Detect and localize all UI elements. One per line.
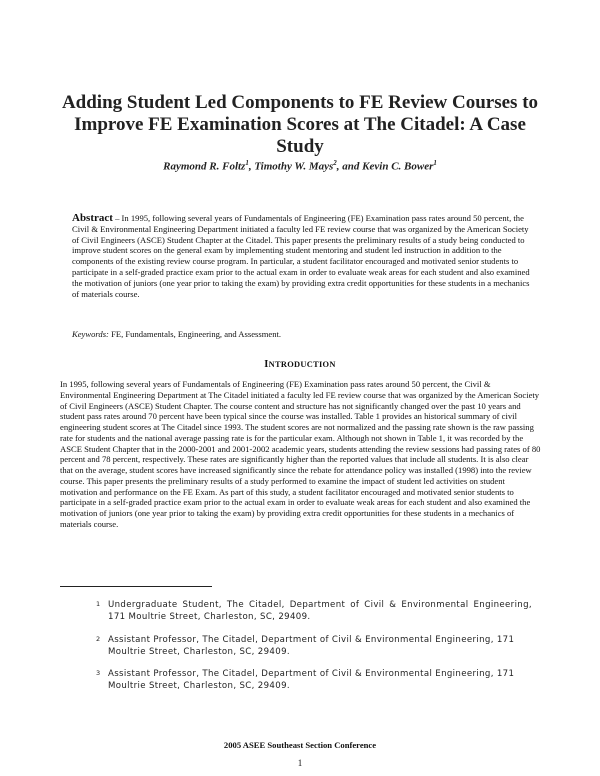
author-list — [60, 159, 540, 173]
author-affiliation-mark: 1 — [433, 159, 437, 167]
footnote-divider — [60, 586, 212, 587]
author-affiliation-mark: 1 — [245, 159, 249, 167]
author-name: Raymond R. Foltz — [163, 160, 246, 173]
section-heading-rest: NTRODUCTION — [268, 360, 336, 369]
abstract — [72, 213, 532, 299]
author-affiliation-mark: 2 — [333, 159, 337, 167]
footnote — [96, 599, 532, 624]
footnote — [96, 634, 532, 659]
footnote-text: Undergraduate Student, The Citadel, Department of Civil & Environmental Engineering, 171 Moultrie Street, Charleston, SC, 29409. — [108, 600, 532, 623]
author-separator: , and — [336, 160, 363, 173]
paper-title: Adding Student Led Components to FE Review Courses to Improve FE Examination Scores at The Citadel: A Case Study — [61, 92, 539, 157]
footnote-text: Assistant Professor, The Citadel, Department of Civil & Environmental Engineering, 171 Moultrie Street, Charleston, SC, 29409. — [108, 635, 515, 658]
section-heading-introduction — [60, 359, 540, 370]
footnote-text: Assistant Professor, The Citadel, Department of Civil & Environmental Engineering, 171 Moultrie Street, Charleston, SC, 29409. — [108, 669, 515, 692]
conference-footer: 2005 ASEE Southeast Section Conference — [223, 740, 377, 750]
keywords-label: Keywords: — [72, 329, 109, 339]
author-separator: , — [248, 160, 255, 173]
keywords — [72, 329, 532, 339]
section-heading-initial: I — [264, 359, 269, 370]
introduction-paragraph: In 1995, following several years of Fundamentals of Engineering (FE) Examination pass rates around 50 percent, the Civil & Environmental Engineering Department at The Citadel initiated a faculty led FE review course that was organized by the American Society of Civil Engineers (ASCE) Student Chapter. The course content and structure has not significantly changed over the past 10 years and student pass rates around 70 percent have been typical since the course was installed. Table 1 provides an historical summary of civil engineering student scores at The Citadel since 1993. The student scores are not normalized and the passing rate shown is the raw passing rate for students and the national average passing rate is for the particular exam. Although not shown in Table 1, it was recorded by the ASCE Student Chapter that in the 2000-2001 and 2001-2002 academic years, students attending the review sessions had passing rates of 80 percent and 78 percent, respectively. These rates are significantly higher than the reported values that include all students. It is also clear that on the average, student scores have increased significantly since the rebate for attendance policy was installed (1998) into the review course. This paper presents the preliminary results of a study performed to examine the impact of student led activities on student motivation and performance on the FE Exam. As part of this study, a student facilitator encouraged and motivated senior students to participate in a self-graded practice exam prior to the actual exam in order to evaluate weak areas for each student and also examined the motivation of juniors (one year prior to taking the exam) by providing extra credit opportunities for these students in a mechanics of materials course. — [60, 379, 541, 529]
abstract-label: Abstract — [72, 212, 113, 224]
footnote — [96, 668, 532, 693]
author-name: Timothy W. Mays — [254, 160, 334, 173]
footnote-mark: 2 — [96, 635, 101, 643]
abstract-text: – In 1995, following several years of Fundamentals of Engineering (FE) Examination pass rates around 50 percent, the Civil & Environmental Engineering Department initiated a faculty led FE review course that was organized by the American Society of Civil Engineers (ASCE) Student Chapter at the Citadel. This paper presents the preliminary results of a study being conducted to improve student scores on the general exam by implementing student mentoring and student led instruction in addition to the components of the existing review course program. In particular, a student facilitator encouraged and motivated senior students to participate in a self-graded practice exam prior to the actual exam in order to evaluate weak areas for each student and also examined the motivation of juniors (one year prior to taking the exam) by providing extra credit opportunities for these students in a mechanics of materials course. — [72, 213, 530, 299]
keywords-text: FE, Fundamentals, Engineering, and Assessment. — [111, 329, 282, 339]
page-number: 1 — [297, 758, 303, 768]
footnote-mark: 3 — [96, 669, 101, 677]
author-name: Kevin C. Bower — [362, 160, 434, 173]
footnote-mark: 1 — [96, 600, 101, 608]
